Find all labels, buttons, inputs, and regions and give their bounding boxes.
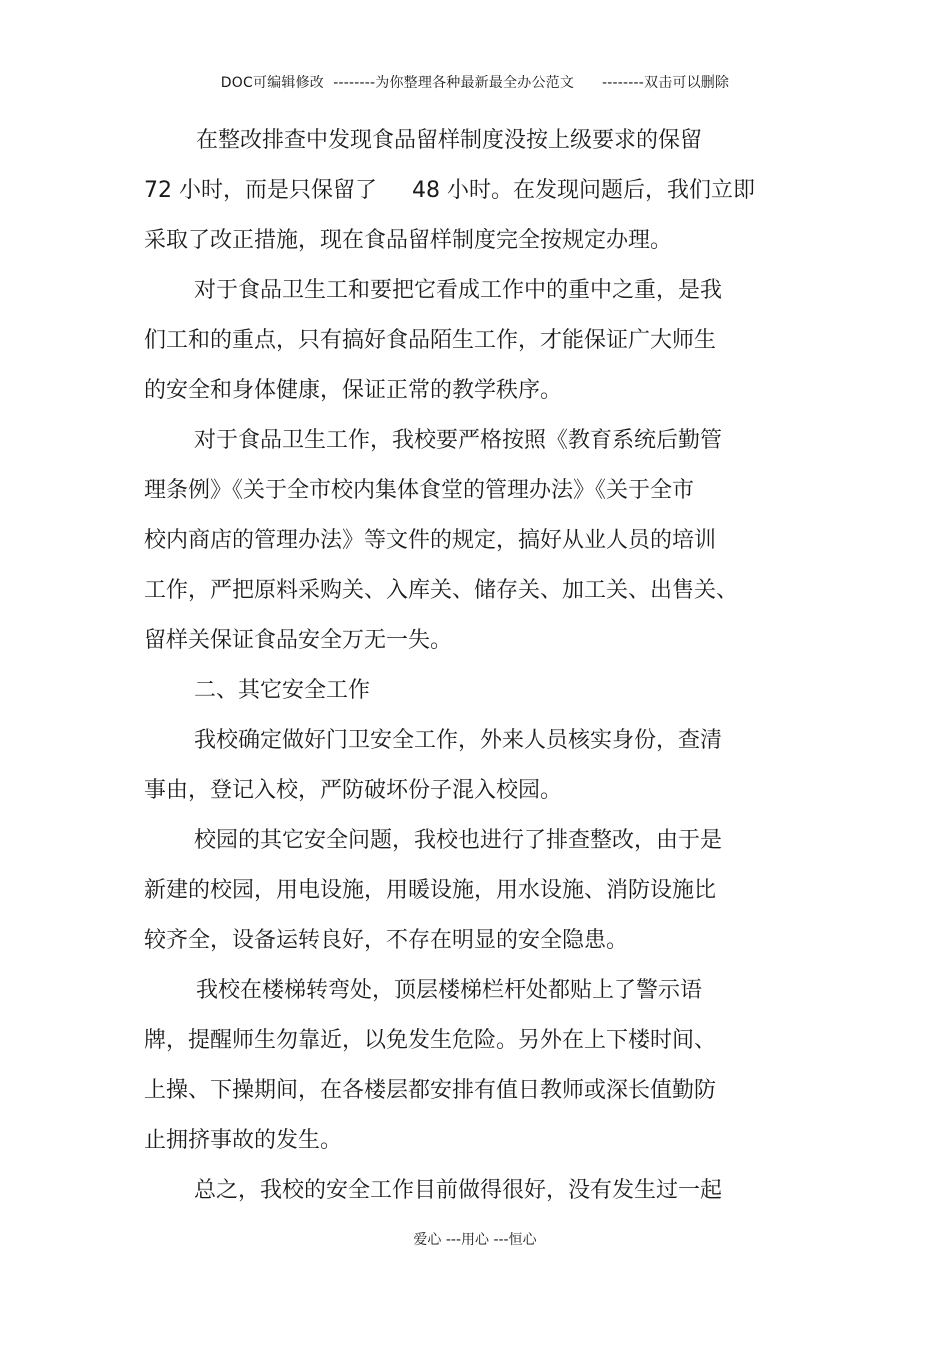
text-line: 校园的其它安全问题，我校也进行了排查整改，由于是 [194, 828, 723, 853]
text-line: 较齐全，设备运转良好，不存在明显的安全隐患。 [144, 928, 629, 953]
text-line: 止拥挤事故的发生。 [144, 1128, 343, 1153]
text-line: 采取了改正措施，现在食品留样制度完全按规定办理。 [144, 228, 673, 253]
section-heading: 二、其它安全工作 [194, 678, 371, 703]
text-line: 工作，严把原料采购关、入库关、储存关、加工关、出售关、 [144, 578, 739, 603]
text-line: 上操、下操期间，在各楼层都安排有值日教师或深长值勤防 [144, 1078, 717, 1103]
page-header: DOC可编辑修改 --------为你整理各种最新最全办公范文 --------双击可以删除 [220, 75, 730, 91]
text-line: 牌，提醒师生勿靠近，以免发生危险。另外在上下楼时间、 [144, 1028, 717, 1053]
text-line: 新建的校园，用电设施，用暖设施，用水设施、消防设施比 [144, 878, 717, 903]
page-footer: 爱心 ---用心 ---恒心 [413, 1232, 537, 1248]
text-line: 校内商店的管理办法》等文件的规定，搞好从业人员的培训 [144, 528, 717, 553]
text-line: 总之，我校的安全工作目前做得很好，没有发生过一起 [194, 1178, 723, 1203]
text-line: 72 小时，而是只保留了 48 小时。在发现问题后，我们立即 [144, 178, 755, 203]
text-line: 对于食品卫生工作，我校要严格按照《教育系统后勤管 [194, 428, 723, 453]
text-line: 留样关保证食品安全万无一失。 [144, 628, 453, 653]
text-line: 理条例》《关于全市校内集体食堂的管理办法》《关于全市 [144, 478, 695, 503]
text-line: 事由，登记入校，严防破坏份子混入校园。 [144, 778, 563, 803]
text-line: 的安全和身体健康，保证正常的教学秩序。 [144, 378, 563, 403]
text-line: 我校在楼梯转弯处，顶层楼梯栏杆处都贴上了警示语 [196, 978, 703, 1003]
text-line: 我校确定做好门卫安全工作，外来人员核实身份，查清 [194, 728, 723, 753]
text-line: 对于食品卫生工和要把它看成工作中的重中之重，是我 [194, 278, 723, 303]
text-line: 在整改排查中发现食品留样制度没按上级要求的保留 [196, 128, 703, 153]
text-line: 们工和的重点，只有搞好食品陌生工作，才能保证广大师生 [144, 328, 717, 353]
